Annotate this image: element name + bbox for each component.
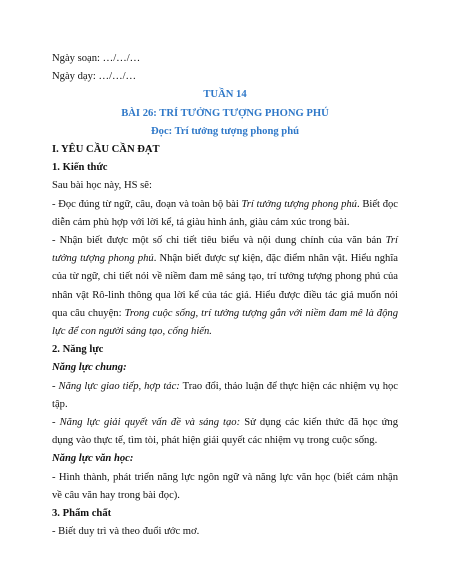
literary-competence-1: - Hình thành, phát triển năng lực ngôn ngữ và năng lực văn học (biết cảm nhận về câu văn hay trong bài đọc). — [52, 471, 398, 501]
literary-competence-heading: Năng lực văn học: — [52, 453, 134, 465]
quality-heading: 3. Phẩm chất — [52, 508, 112, 520]
general-competence-heading: Năng lực chung: — [52, 362, 127, 374]
quality-1: - Biết duy trì và theo đuổi ước mơ. — [52, 526, 200, 538]
knowledge-intro: Sau bài học này, HS sẽ: — [52, 180, 152, 192]
reading-title: Đọc: Trí tưởng tượng phong phú — [151, 125, 299, 137]
teach-date: Ngày dạy: …/…/… — [52, 71, 137, 83]
general-competence-2: - Năng lực giải quyết vấn đề và sáng tạo: Sử dụng các kiến thức đã học ứng dụng vào thực tế, tìm tòi, phát hiện giải quyết các nhiệm vụ trong cuộc sống. — [52, 417, 398, 447]
general-competence-1: - Năng lực giao tiếp, hợp tác: Trao đổi, thảo luận để thực hiện các nhiệm vụ học tập. — [52, 380, 398, 410]
section-title: I. YÊU CẦU CẦN ĐẠT — [52, 144, 160, 156]
knowledge-paragraph-1: - Đọc đúng từ ngữ, câu, đoạn và toàn bộ bài Trí tưởng tượng phong phú. Biết đọc diễn cảm phù hợp với lời kể, tả giàu hình ảnh, giàu cảm xúc trong bài. — [52, 198, 398, 228]
lesson-title: BÀI 26: TRÍ TƯỞNG TƯỢNG PHONG PHÚ — [121, 107, 329, 119]
week-heading: TUẦN 14 — [203, 89, 247, 101]
knowledge-heading: 1. Kiến thức — [52, 162, 108, 174]
competence-heading: 2. Năng lực — [52, 344, 104, 356]
prep-date: Ngày soạn: …/…/… — [52, 53, 141, 64]
lesson-plan-content — [52, 50, 398, 541]
knowledge-paragraph-2: - Nhận biết được một số chi tiết tiêu biểu và nội dung chính của văn bản Trí tưởng tượng phong phú. Nhận biết được sự kiện, đặc điểm nhân vật. Hiểu nghĩa của từ ngữ, chi tiết nói về niềm đam mê sáng tạo, trí tưởng tượng phong phú của nhân vật Rô-linh thông qua lời kể của tác giả. Hiểu được điều tác giả muốn nói qua câu chuyện: Trong cuộc sống, trí tưởng tượng gắn với niềm đam mê là động lực để con người sáng tạo, cống hiến. — [52, 235, 399, 338]
